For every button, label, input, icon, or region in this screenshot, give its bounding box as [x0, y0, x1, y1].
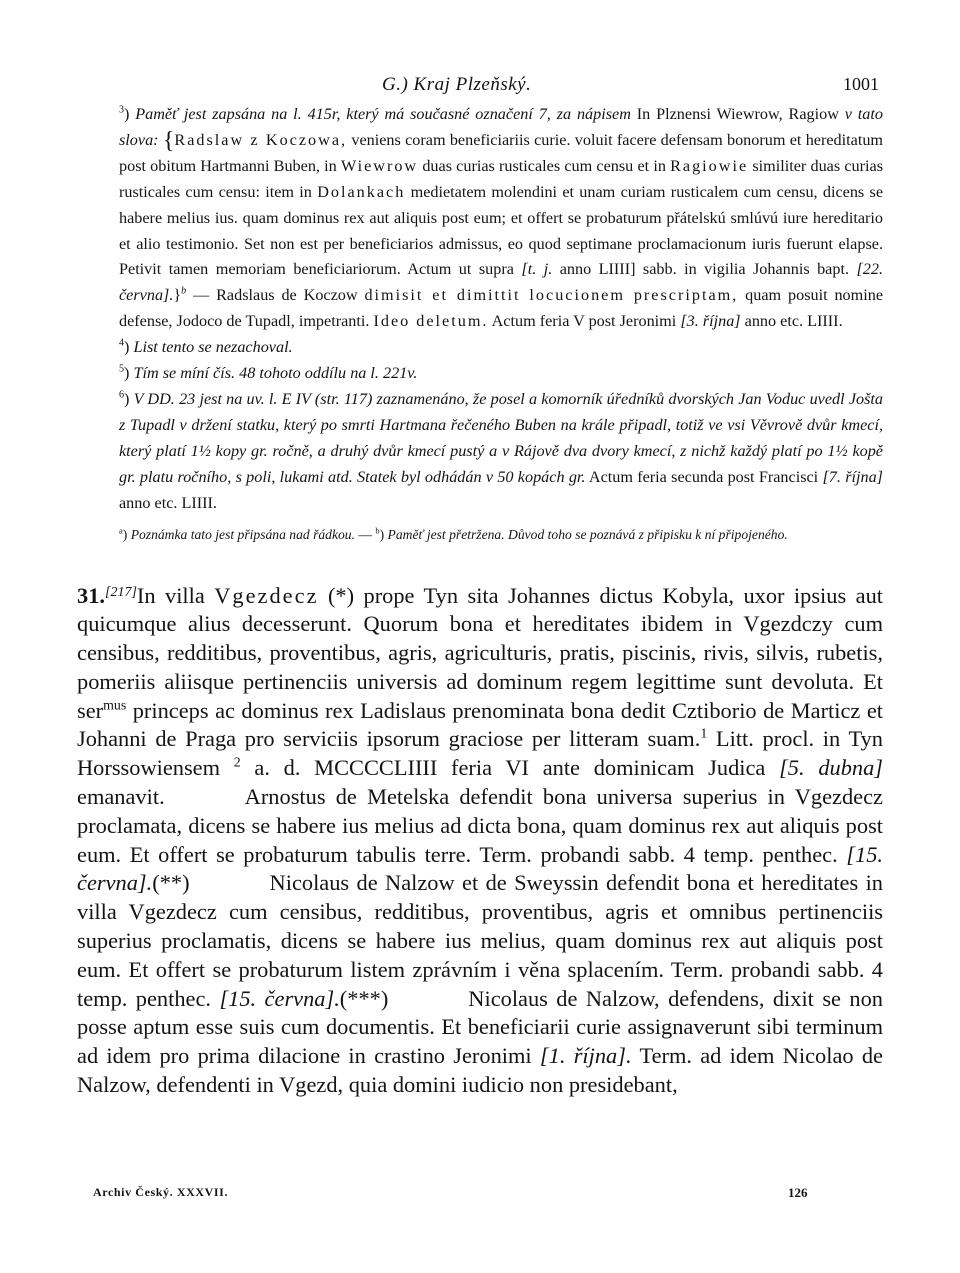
- page-header: [77, 68, 883, 102]
- sheet-signature: 126: [788, 1185, 808, 1200]
- note-body-1: veniens coram beneficiariis curie. voluit facere defensam bonorum et hereditatum post obitum Hartmanni Buben, in: [119, 130, 884, 175]
- note-body-7: quam posuit nomine defense, Jodoco de Tupadl, impetranti.: [119, 286, 884, 331]
- spaced-village: Vgezdecz: [214, 582, 319, 608]
- editor-ref: [5. dubna]: [779, 755, 884, 781]
- note-body-3: similiter duas curias rusticales cum censu: item in: [119, 156, 884, 201]
- note-body-6: — Radslaus de Koczow: [186, 286, 365, 305]
- page-footer: [93, 1185, 853, 1205]
- spaced-name: Radslaw z Koczowa,: [174, 130, 348, 149]
- editor-ref: [7. října]: [822, 467, 883, 486]
- editor-ref: [1. října].: [539, 1043, 632, 1069]
- note-marker: 6: [119, 389, 125, 401]
- note-latin: Actum feria secunda post Francisci: [585, 467, 823, 486]
- footnote-marker-a: a: [119, 524, 123, 535]
- editor-ref: [15. června].: [77, 841, 883, 896]
- note-text: List tento se nezachoval.: [133, 338, 293, 357]
- entry-text: emanavit.: [77, 784, 165, 810]
- note-lead-latin: In Plznensi Wiewrow, Ragiow: [630, 105, 845, 123]
- note-text: V DD. 23 jest na uv. l. E IV (str. 117) zaznamenáno, že posel a komorník úředníků dvorských Jan Voduc uvedl Jošta z Tupadl v držení statku, který po smrti Hartmana řečeného Buben na krále připadl, totiž ve vsi Věvrově dvůr kmecí, který platí 1½ kopy gr. ročně, a druhý dvůr kmecí pustý a v Rájově dva dvory kmecí, z nichž každý platí po 1½ kopě gr. platu ročního, s poli, lukami atd. Statek byl odhádán v 50 kopách gr.: [119, 389, 883, 486]
- spaced-phrase: Ideo deletum.: [373, 312, 489, 331]
- note-lead: Paměť jest zapsána na l. 415r, který má současné označení 7, za nápisem: [135, 105, 631, 123]
- spaced-place: Wiewrow: [340, 156, 419, 175]
- entry-mark: (***): [339, 985, 389, 1011]
- letter-footnotes: [77, 525, 883, 545]
- note-marker: 5: [119, 363, 125, 375]
- editor-ref: [t. j.: [521, 260, 553, 279]
- note-body-9: anno etc. LIIII.: [740, 312, 843, 331]
- footnote-ref-2: 2: [233, 755, 241, 771]
- running-head: G.) Kraj Plzeňský.: [382, 74, 532, 95]
- footnote-dash: —: [354, 526, 376, 542]
- entry-ref: [217]: [105, 584, 137, 600]
- footnote-ref-1: 1: [700, 727, 708, 743]
- note-body-5: anno LIIII] sabb. in vigilia Johannis bapt.: [552, 260, 857, 279]
- editor-ref: [15. června].: [219, 985, 340, 1011]
- open-brace: {: [162, 127, 175, 154]
- entry-text: (*) prope Tyn sita Johannes dictus Kobyla, uxor ipsius aut quicumque alius decesserunt. Quorum bona et hereditates ibidem in Vgezdczy cum censibus, redditibus, proventibus, agris, agriculturis, pratis, piscinis, rivis, silvis, rubetis, pomeriis aliisque pertinenciis universis ad dominum regem legittime sunt devoluta. Et ser: [77, 582, 883, 723]
- note-3: $^3$) Paměť jest zapsána na l. 415r, který má současné označení 7, za nápisem In Plznensi Wiewrow, Ragiow v tato slova: {Radslaw z Koczowa, veniens coram beneficiariis curie. voluit facere defensam bonorum et hereditatum post obitum Hartmanni Buben, in Wiewrow duas curias rusticales cum censu et in Ragiowie similiter duas curias rusticales cum censu: item in Dolankach medietatem molendini et unam curiam rusticalem cum censu, dicens se habere melius ius. quam dominus rex aut aliquis post eum; et offert se probaturum přátelskú smlúvú iure hereditario et alio testimonio. Set non est per beneficiarios admissus, eo quod septimane proclamacionum iuris fuerunt elapse. Petivit tamen memoriam beneficiariorum. Actum ut supra [t. j. anno LIIII] sabb. in vigilia Johannis bapt. [22. června].}$^b$ — Radslaus de Koczow dimisit et dimittit locucionem prescriptam, quam posuit nomine defense, Jodoco de Tupadl, impetranti. Ideo deletum. Actum feria V post Jeronimi [3. října] anno etc. LIIII.: [119, 104, 884, 331]
- spaced-place: Ragiowie: [670, 156, 749, 175]
- note-tail: anno etc. LIIII.: [119, 493, 217, 512]
- entry-text: princeps ac dominus rex Ladislaus prenominata bona dedit Cztiborio de Marticz et Johanni de Praga pro serviciis ipsorum graciose per litteram suam.: [77, 697, 883, 752]
- editor-ref: [3. října]: [680, 312, 741, 331]
- entry-number: 31.: [77, 582, 105, 608]
- entry-text: a. d. MCCCCLIIII feria VI ante dominicam Judica: [240, 755, 780, 781]
- spaced-phrase: dimisit et dimittit locucionem prescriptam,: [364, 286, 739, 305]
- superscript: mus: [103, 698, 127, 714]
- editorial-notes: [77, 102, 883, 517]
- entry-mark: (**): [152, 870, 190, 896]
- close-brace: }: [173, 286, 182, 305]
- footnote-b-text: Paměť jest přetržena. Důvod toho se poznává z připisku k ní připojeného.: [387, 526, 788, 542]
- note-text: Tím se míní čís. 48 tohoto oddílu na l. 221v.: [133, 364, 418, 383]
- note-5: $^5$) Tím se míní čís. 48 tohoto oddílu na l. 221v.: [119, 363, 418, 383]
- footnote-line: $^a$) Poznámka tato jest připsána nad řádkou. — $^b$) Paměť jest přetržena. Důvod toho se poznává z připisku k ní připojeného.: [119, 524, 788, 542]
- footnote-a-text: Poznámka tato jest připsána nad řádkou.: [130, 526, 355, 542]
- entry-text: Litt. procl. in Tyn Horssowiensem: [77, 726, 883, 781]
- note-marker: 3: [119, 104, 125, 116]
- note-marker: 4: [119, 337, 125, 349]
- editor-ref: [22. června].: [119, 260, 884, 305]
- entry-text: Nicolaus de Nalzow et de Sweyssin defendit bona et hereditates in villa Vgezdecz cum censibus, redditibus, proventibus, agris et omnibus pertinenciis superius proclamatis, dicens se habere ius melius, quam dominus rex aut aliquis post eum. Et offert se probaturum listem zprávním i věna splacením. Term. probandi sabb. 4 temp. penthec.: [77, 870, 883, 1011]
- note-body-4: medietatem molendini et unam curiam rusticalem cum censu, dicens se habere melius ius. quam dominus rex aut aliquis post eum; et offert se probaturum přátelskú smlúvú iure hereditario et alio testimonio. Set non est per beneficiarios admissus, eo quod septimane proclamacionum iuris fuerunt elapse. Petivit tamen memoriam beneficiariorum. Actum ut supra: [119, 182, 884, 279]
- note-body-8: Actum feria V post Jeronimi: [488, 312, 681, 331]
- note-6: $^6$) V DD. 23 jest na uv. l. E IV (str. 117) zaznamenáno, že posel a komorník úředníků dvorských Jan Voduc uvedl Jošta z Tupadl v držení statku, který po smrti Hartmana řečeného Buben na krále připadl, totiž ve vsi Věvrově dvůr kmecí, který platí 1½ kopy gr. ročně, a druhý dvůr kmecí pustý a v Rájově dva dvory kmecí, z nichž každý platí po 1½ kopě gr. platu ročního, s poli, lukami atd. Statek byl odhádán v 50 kopách gr. Actum feria secunda post Francisci [7. října] anno etc. LIIII.: [119, 389, 883, 512]
- footnote-marker-b: b: [181, 285, 187, 297]
- footnote-marker-b: b: [375, 524, 380, 535]
- note-body-2: duas curias rusticales cum censu et in: [418, 156, 671, 175]
- spaced-place: Dolankach: [317, 182, 406, 201]
- entry-text: Nicolaus de Nalzow, defendens, dixit se non posse aptum esse suis cum documentis. Et beneficiarii curie assignaverunt sibi terminum ad idem pro prima dilacione in crastino Jeronimi: [77, 985, 883, 1069]
- entry-text: Arnostus de Metelska defendit bona universa superius in Vgezdecz proclamata, dicens se habere ius melius ad dicta bona, quam dominus rex aut aliquis post eum. Et offert se probaturum tabulis terre. Term. probandi sabb. 4 temp. penthec.: [77, 784, 883, 867]
- volume-label: Archiv Český. XXXVII.: [93, 1185, 229, 1199]
- note-lead-tail: v tato slova:: [119, 105, 883, 149]
- note-4: $^4$) List tento se nezachoval.: [119, 337, 293, 357]
- page: [77, 68, 883, 1100]
- main-entry: [77, 579, 883, 1100]
- entry-text: Term. ad idem Nicolao de Nalzow, defendenti in Vgezd, quia domini iudicio non presidebant,: [77, 1043, 883, 1098]
- page-number: 1001: [843, 74, 879, 94]
- entry-text: In villa: [136, 582, 215, 608]
